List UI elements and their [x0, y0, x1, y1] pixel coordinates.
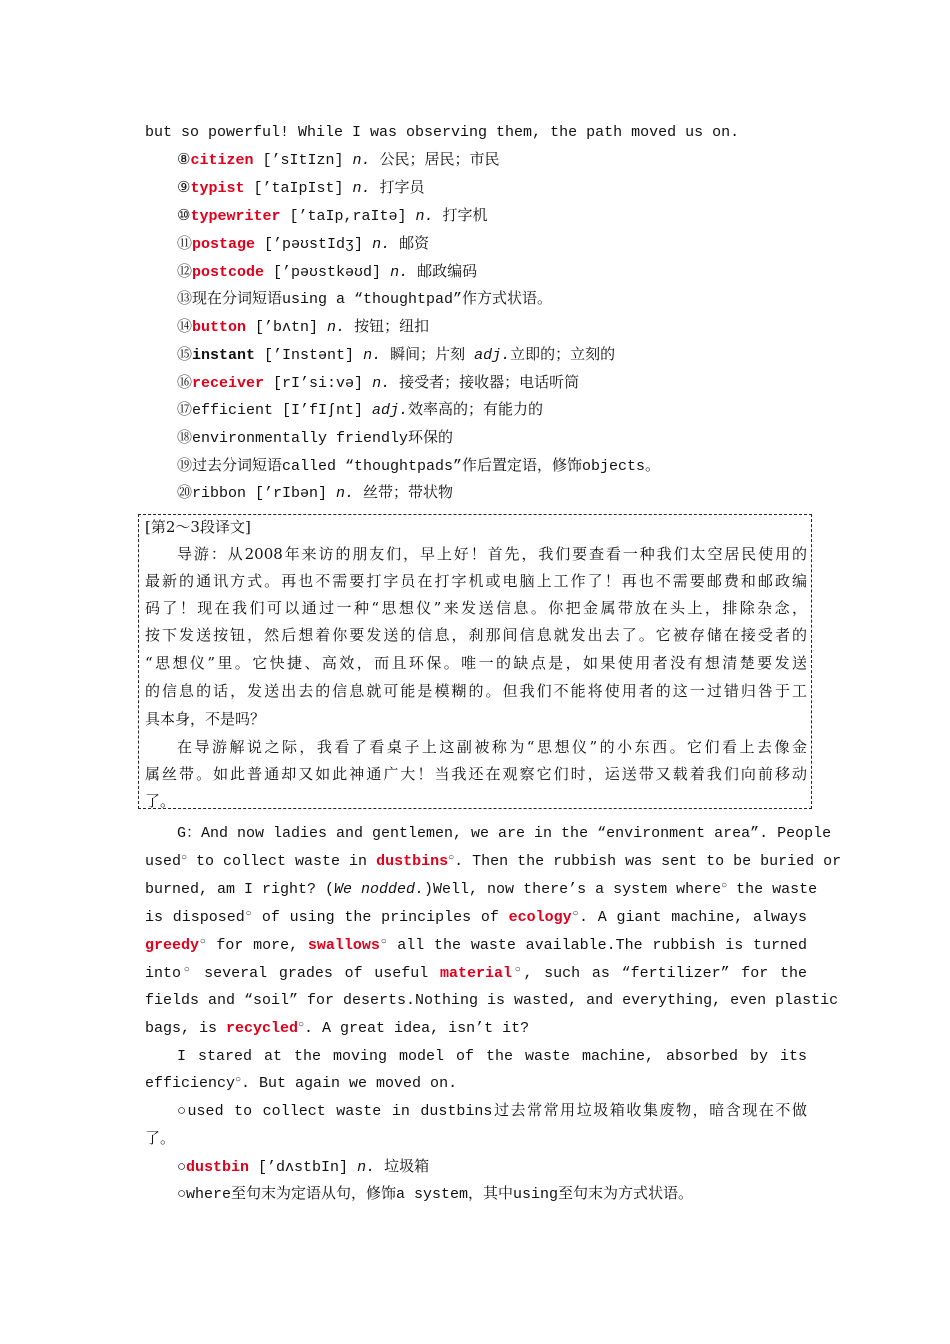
vocab-word: typist [190, 180, 245, 197]
marker-circle: ○ [571, 909, 580, 920]
note-20: ⑳ribbon [’rIbən] n. 丝带；带状物 [177, 485, 454, 502]
marker-circle: ○ [199, 937, 207, 948]
paragraph-line: into○ several grades of useful material○, such as “fertilizer” for the [145, 965, 807, 982]
translation-line: 按下发送按钮，然后想着你要发送的信息，刹那间信息就发出去了。它被存储在接受者的 [145, 626, 807, 644]
vocab-word: material [440, 965, 513, 982]
translation-line: 最新的通讯方式。再也不需要打字员在打字机或电脑上工作了！再也不需要邮费和邮政编 [145, 572, 807, 590]
translation-line: “思想仪”里。它快捷、高效，而且环保。唯一的缺点是，如果使用者没有想清楚要发送 [145, 654, 807, 672]
marker-circle: ○ [298, 1020, 305, 1031]
top-line: but so powerful! While I was observing them, the path moved us on. [145, 124, 740, 141]
note-19: ⑲过去分词短语called “thoughtpads”作后置定语，修饰objects。 [177, 458, 661, 475]
translation-line: 属丝带。如此普通却又如此神通广大！当我还在观察它们时，运送带又载着我们向前移动 [145, 765, 807, 783]
note-18: ⑱environmentally friendly环保的 [177, 430, 454, 447]
translation-line: 在导游解说之际，我看了看桌子上这副被称为“思想仪”的小东西。它们看上去像金 [177, 738, 807, 756]
translation-line: 具本身，不是吗？ [145, 710, 266, 728]
vocab-word: greedy [145, 937, 200, 954]
paragraph-line: fields and “soil” for deserts.Nothing is wasted, and everything, even plastic [145, 992, 839, 1009]
vocab-word: postage [192, 236, 256, 253]
note-17: ⑰efficient [I’fIʃnt] adj.效率高的；有能力的 [177, 402, 544, 419]
note-15: ⑮instant [’Instənt] n. 瞬间；片刻 adj.立即的；立刻的 [177, 347, 616, 364]
note-10: ⑩typewriter [’taIp,raItə] n. 打字机 [177, 208, 488, 225]
note-11: ⑪postage [’pəʊstIdʒ] n. 邮资 [177, 236, 430, 253]
translation-line: 导游：从2008年来访的朋友们，早上好！首先，我们要查看一种我们太空居民使用的 [177, 545, 807, 563]
marker-circle: ○ [244, 909, 253, 920]
note-13: ⑬现在分词短语using a “thoughtpad”作方式状语。 [177, 291, 553, 308]
paragraph-line: bags, is recycled○. A great idea, isn’t it? [145, 1020, 530, 1037]
vocab-word: typewriter [190, 208, 281, 225]
vocab-word: dustbins [376, 853, 449, 870]
paragraph-line: efficiency○. But again we moved on. [145, 1075, 458, 1092]
note-14: ⑭button [’bʌtn] n. 按钮；纽扣 [177, 319, 430, 336]
vocab-word: button [192, 319, 247, 336]
translation-line: 码了！现在我们可以通过一种“思想仪”来发送信息。你把金属带放在头上，排除杂念， [145, 599, 807, 617]
paragraph-line: G：And now ladies and gentlemen, we are in the “environment area”. People [177, 825, 832, 842]
translation-line: 了。 [145, 792, 176, 810]
note-12: ⑫postcode [’pəʊstkəʊd] n. 邮政编码 [177, 264, 478, 281]
paragraph-line: used○ to collect waste in dustbins○. Then the rubbish was sent to be buried or [145, 853, 842, 870]
note-where: ○where至句末为定语从句，修饰a system，其中using至句末为方式状语。 [177, 1186, 694, 1203]
paragraph-line: greedy○ for more, swallows○ all the waste available.The rubbish is turned [145, 937, 807, 954]
vocab-word: citizen [190, 152, 254, 169]
vocab-word: postcode [192, 264, 265, 281]
note-16: ⑯receiver [rI’si:və] n. 接受者；接收器；电话听筒 [177, 375, 580, 392]
marker-circle: ○ [448, 853, 455, 864]
translation-header: [第2～3段译文] [145, 518, 251, 536]
vocab-word: ecology [508, 909, 572, 926]
paragraph-line: is disposed○ of using the principles of ecology○. A giant machine, always [145, 909, 807, 926]
marker-circle: ○ [512, 965, 524, 976]
vocab-word: recycled [226, 1020, 299, 1037]
note-used-to-cont: 了。 [145, 1131, 176, 1148]
vocab-word: dustbin [186, 1159, 250, 1176]
vocab-word: swallows [307, 937, 380, 954]
marker-circle: ○ [235, 1075, 242, 1086]
paragraph-line: burned, am I right? (We nodded.)Well, now there’s a system where○ the waste [145, 881, 818, 898]
marker-circle: ○ [379, 937, 388, 948]
note-dustbin: ○dustbin [’dʌstbIn] n. 垃圾箱 [177, 1159, 430, 1176]
vocab-word: receiver [192, 375, 265, 392]
marker-circle: ○ [181, 853, 188, 864]
note-8: ⑧citizen [’sItIzn] n. 公民；居民；市民 [177, 152, 500, 169]
note-used-to: ○used to collect waste in dustbins过去常常用垃圾箱收集废物，暗含现在不做 [177, 1103, 807, 1120]
note-9: ⑨typist [’taIpIst] n. 打字员 [177, 180, 425, 197]
translation-line: 的信息的话，发送出去的信息就可能是模糊的。但我们不能将使用者的这一过错归咎于工 [145, 682, 807, 700]
paragraph-line: I stared at the moving model of the waste machine, absorbed by its [177, 1048, 807, 1065]
marker-circle: ○ [181, 965, 193, 976]
vocab-word: instant [192, 347, 256, 364]
marker-circle: ○ [721, 881, 728, 892]
